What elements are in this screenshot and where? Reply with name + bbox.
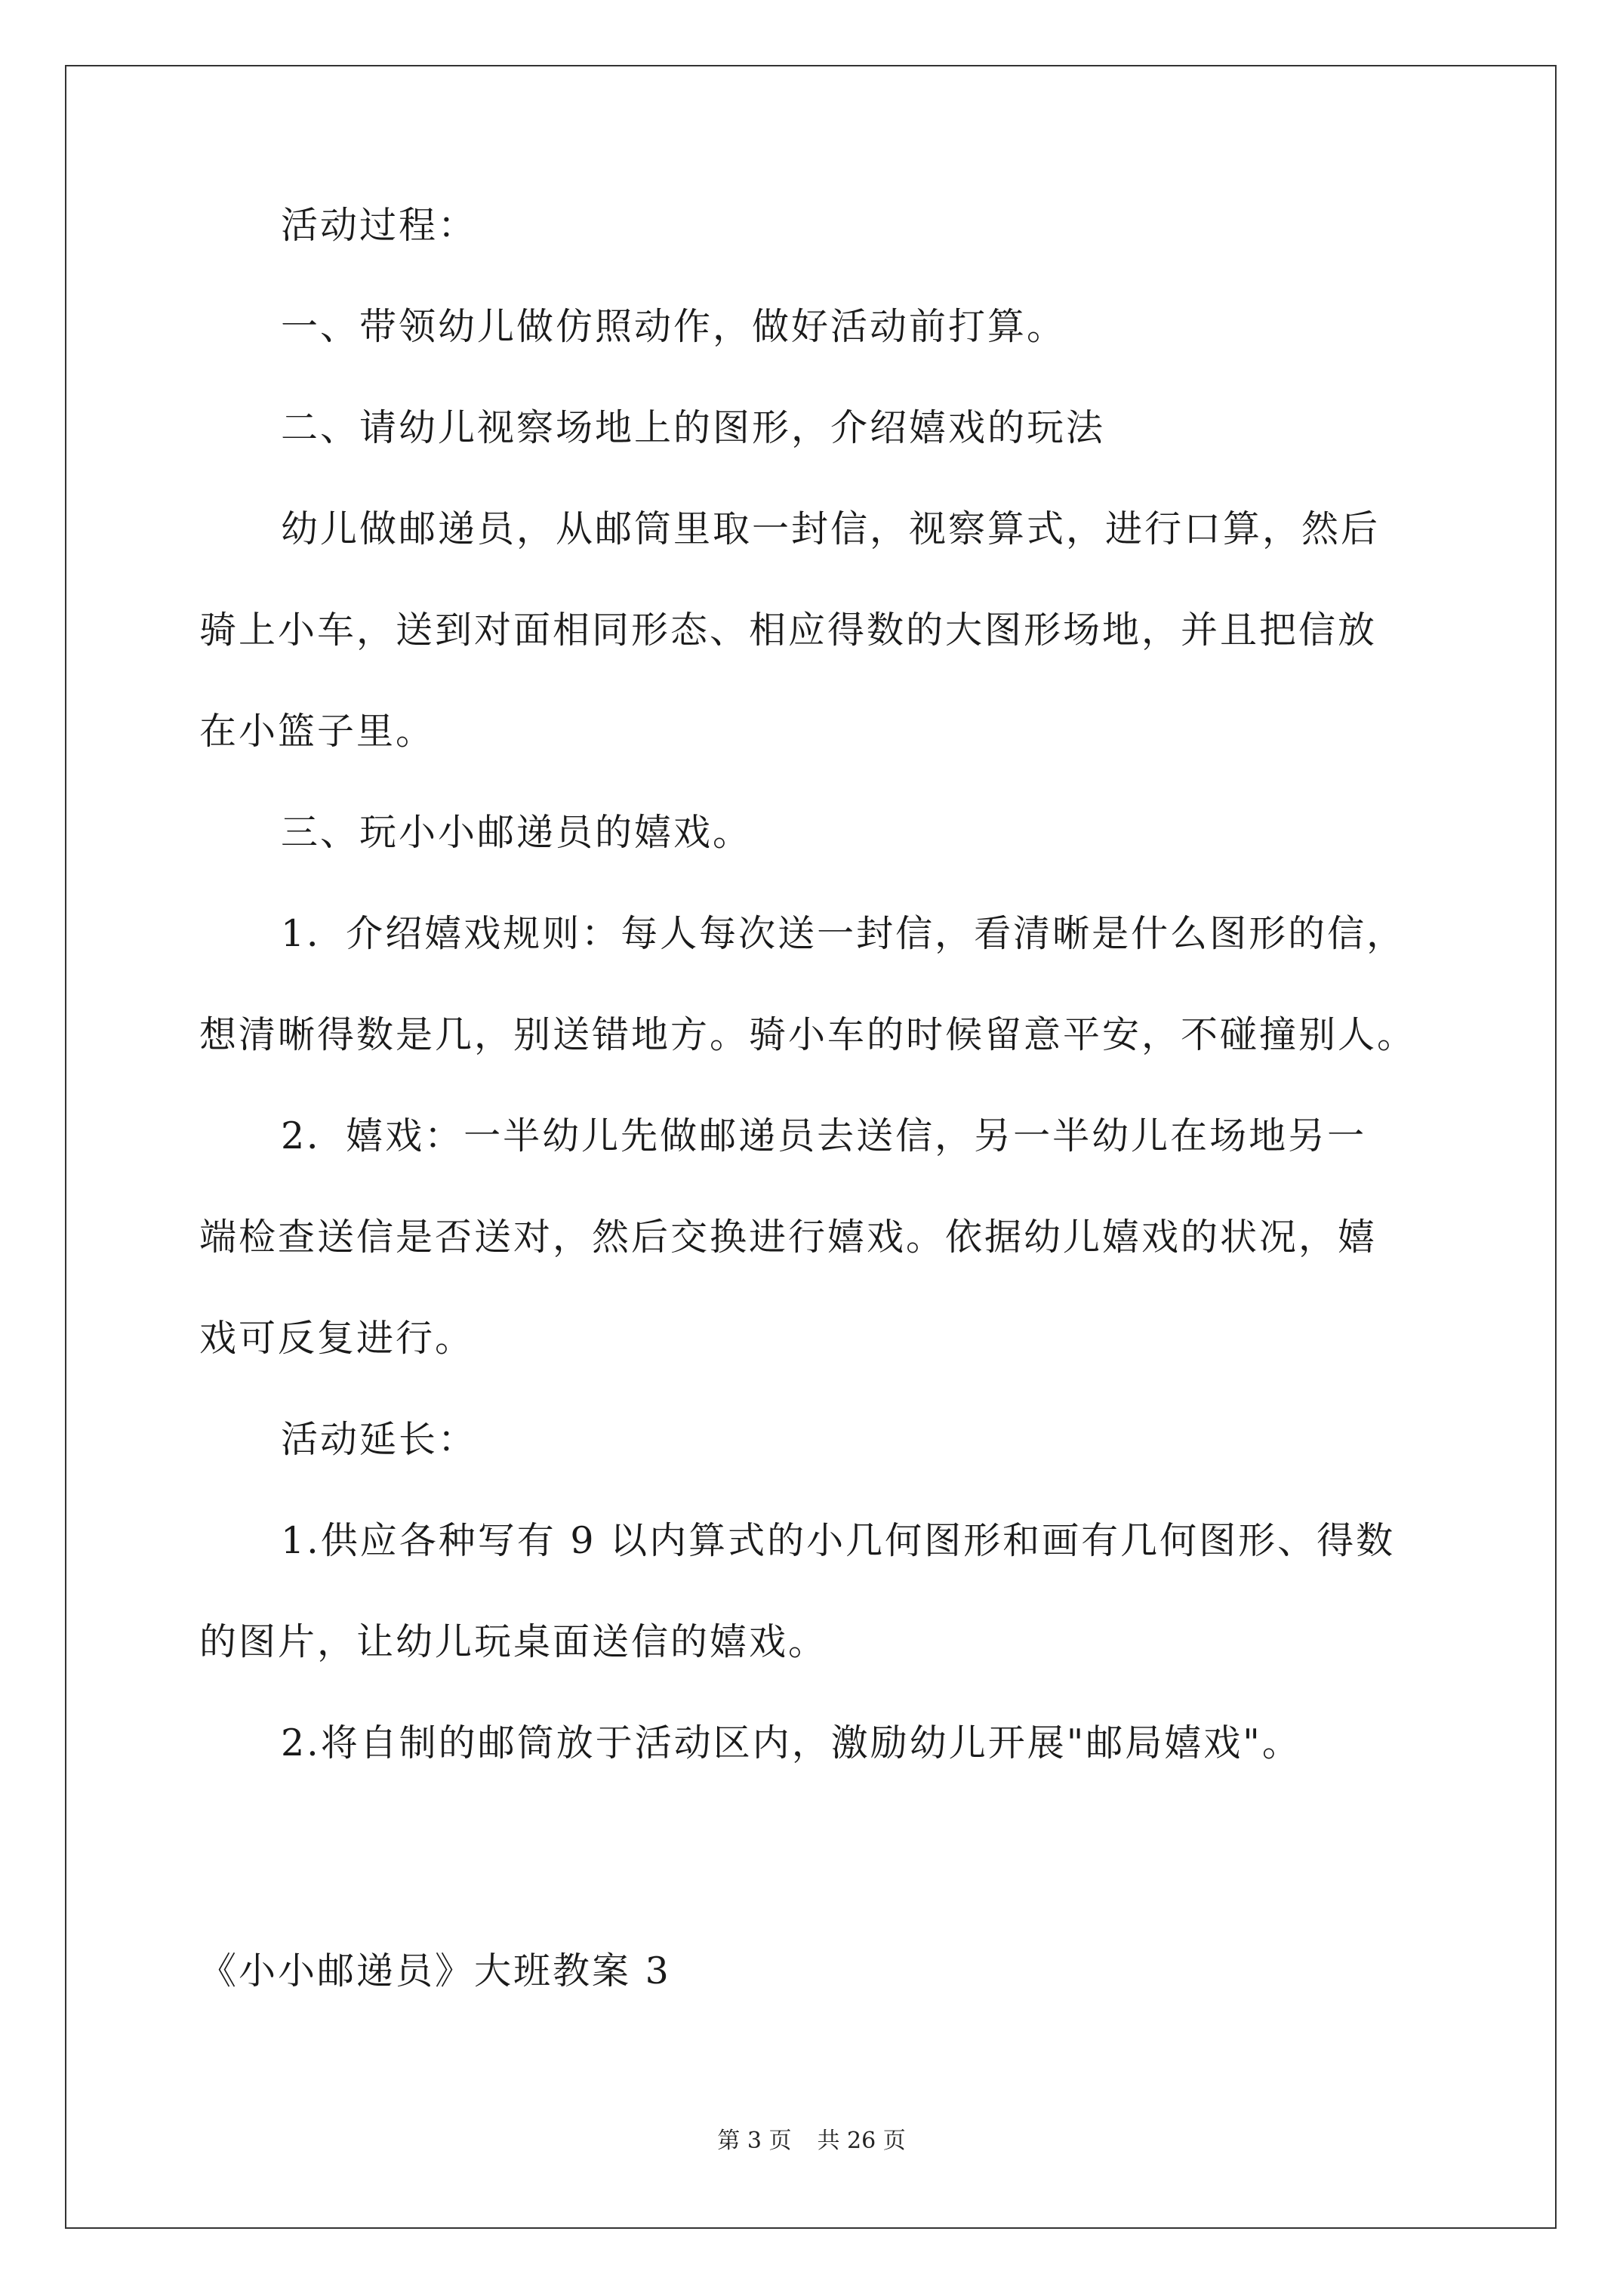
page-total: 共 26 页 [817,2128,906,2154]
paragraph-line: 戏可反复进行。 [199,1317,475,1360]
page-footer [0,2128,1623,2155]
paragraph-line: 一、带领幼儿做仿照动作，做好活动前打算。 [281,305,1067,348]
paragraph-line: 活动延长： [281,1418,478,1461]
paragraph-line: 三、玩小小邮递员的嬉戏。 [281,811,753,854]
paragraph-line: 2．嬉戏：一半幼儿先做邮递员去送信，另一半幼儿在场地另一 [281,1114,1367,1157]
section-heading: 《小小邮递员》大班教案 3 [199,1949,671,1992]
paragraph-line: 1．介绍嬉戏规则：每人每次送一封信，看清晰是什么图形的信， [281,912,1406,955]
paragraph-line: 二、请幼儿视察场地上的图形，介绍嬉戏的玩法 [281,406,1106,449]
document-body [199,204,1437,1823]
page-number: 第 3 页 [717,2128,792,2154]
paragraph-line: 在小篮子里。 [199,710,436,753]
paragraph-line: 的图片，让幼儿玩桌面送信的嬉戏。 [199,1620,828,1663]
paragraph-line: 端检查送信是否送对，然后交换进行嬉戏。依据幼儿嬉戏的状况，嬉 [199,1216,1378,1259]
paragraph-line: 活动过程： [281,204,478,247]
paragraph-line: 幼儿做邮递员，从邮筒里取一封信，视察算式，进行口算，然后 [281,507,1381,550]
paragraph-line: 2.将自制的邮筒放于活动区内，激励幼儿开展"邮局嬉戏"。 [281,1721,1301,1764]
paragraph-line: 1.供应各种写有 9 以内算式的小几何图形和画有几何图形、得数 [281,1519,1396,1562]
paragraph-line: 骑上小车，送到对面相同形态、相应得数的大图形场地，并且把信放 [199,609,1378,652]
paragraph-line: 想清晰得数是几，别送错地方。骑小车的时候留意平安，不碰撞别人。 [199,1013,1417,1056]
